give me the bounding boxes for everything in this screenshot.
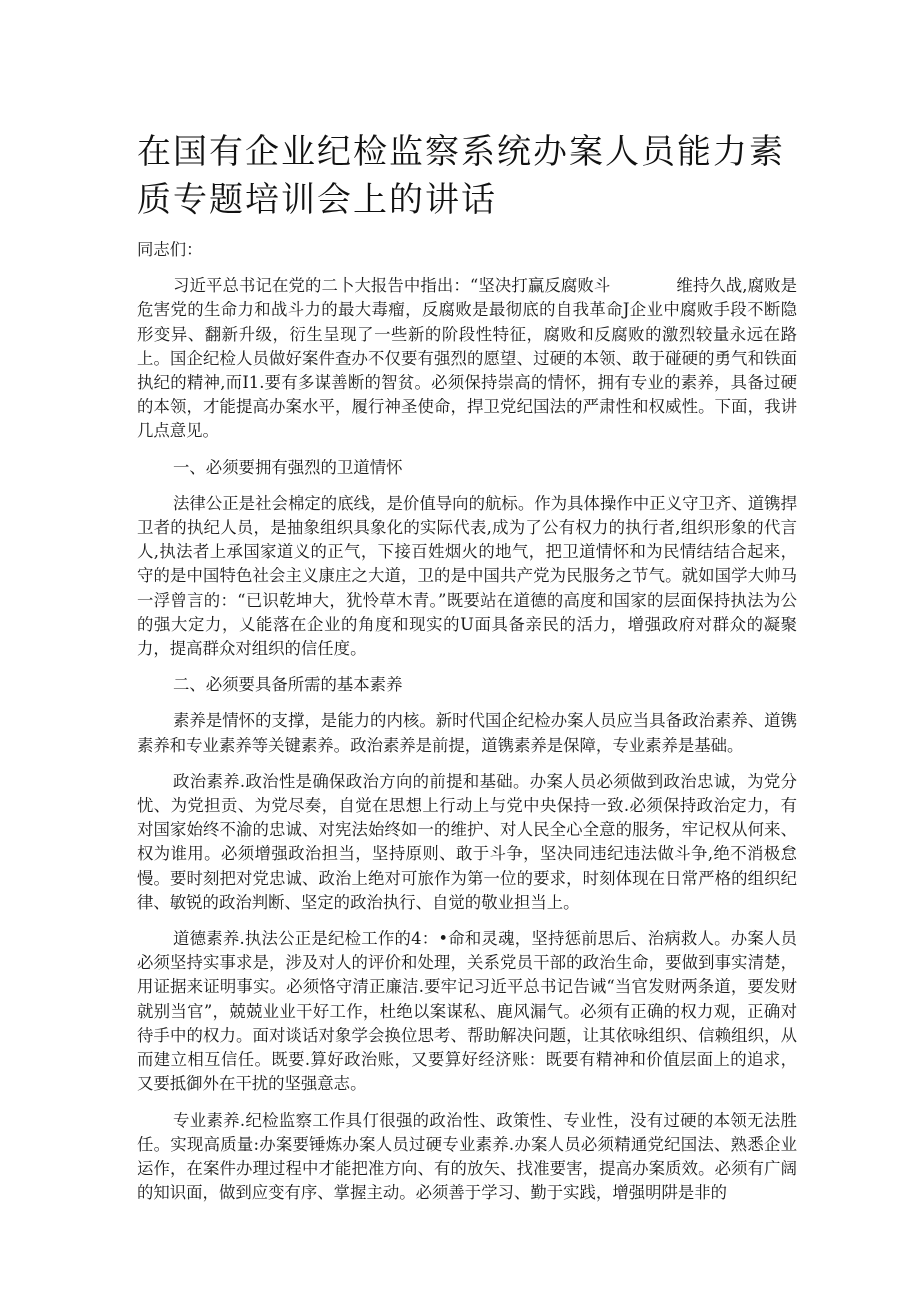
paragraph: 素养是情怀的支撑，是能力的内核。新时代国企纪检办案人员应当具备政治素养、道镌素养和专业素养等关键素养。政治素养是前提，道镌素养是保障，专业素养是基础。: [137, 711, 797, 755]
paragraph: 习近平总书记在党的二卜大报告中指出：“坚决打赢反腐败斗 维持久战,腐败是危害党的生命力和战斗力的最大毒瘤，反腐败是最彻底的自我革命J企业中腐败手段不断隐形变异、翻新升级，衍生呈现了一些新的阶段性特征，腐败和反腐败的激烈较量永远在路上。国企纪检人员做好案件查办不仅要有强烈的愿望、过硬的本领、敢于碰硬的勇气和铁面执纪的精神,而I1.要有多谋善断的智贫。必须保持崇高的情怀，拥有专业的素养，具备过硬的本领，才能提高办案水平，履行神圣使命，捍卫党纪国法的严肃性和权威性。下面，我讲几点意见。: [137, 276, 797, 441]
section-heading: 一、必须要拥有强烈的卫道情怀: [173, 457, 403, 477]
paragraph: 专业素养.纪检监察工作具仃很强的政治性、政策性、专业性，没有过硬的本领无法胜任。实现高质量:办案要锤炼办案人员过硬专业素养.办案人员必须精通党纪国法、熟悉企业运作，在案件办理过程中才能把准方向、有的放矢、找准要害，提高办案质效。必须有广阔的知识面，做到应变有序、掌握主动。必须善于学习、勤于实践，增强明阱是非的: [137, 1110, 797, 1203]
greeting: 同志们：: [137, 240, 203, 259]
paragraph: 政治素养.政治性是确保政治方向的前提和基础。办案人员必须做到政治忠诚，为党分忧、为党担贡、为党尽奏，自觉在思想上行动上与党中央保持一致.必须保持政治定力，有对国家始终不渝的忠诚、对宪法始终如一的维护、对人民全心全意的服务，牢记权从何来、权为谁用。必须增强政治担当，坚持原则、敢于斗争，坚决同违纪违法做斗争,绝不消极怠慢。要时刻把对党忠诚、政治上绝对可旅作为第一位的要求，时刻体现在日常严格的组织纪律、敏锐的政治判断、坚定的政治执行、自觉的敬业担当上。: [137, 771, 797, 912]
paragraph: 道德素养.执法公正是纪检工作的4：•命和灵魂，坚持惩前思后、治病救人。办案人员必须坚持实事求是，涉及对人的评价和处理，关系党员干部的政治生命，要做到事实清楚，用证据来证明事实。必须恪守清正廉洁.要牢记习近平总书记告诫“当官发财两条道，要发财就别当官”，兢兢业业干好工作，杜绝以案谋私、鹿风漏气。必须有正确的权力观，正确对待手中的权力。面对谈话对象学会换位思考、帮助解决问题，让其依咏组织、信赖组织，从而建立相互信任。既要.算好政治账，又要算好经济账：既要有精神和价值层面上的追求，又要抵御外在干扰的坚强意志。: [137, 929, 797, 1094]
paragraph: 法律公正是社会棉定的底线，是价值导向的航标。作为具体操作中正义守卫齐、道镌捍卫者的执纪人员，是抽象组织具象化的实际代表,成为了公有权力的执行者,组织形象的代言人,执法者上承国家道义的正气，下接百姓烟火的地气，把卫道情怀和为民情结结合起来，守的是中国特色社会主义康庄之大道，卫的是中国共产党为民服务之节气。就如国学大帅马一浮曾言的：“已识乾坤大，犹怜草木青。”既要站在道德的高度和国家的层面保持执法为公的强大定力，乂能落在企业的角度和现实的U面具备亲民的活力，增强政府对群众的凝聚力，提高群众对组织的信任度。: [137, 493, 797, 659]
section-heading: 二、必须要具备所需的基本素养: [173, 675, 403, 695]
document-title: 在国有企业纪检监察系统办案人员能力素质专题培训会上的讲话: [137, 132, 785, 220]
document-body: [137, 238, 797, 1217]
